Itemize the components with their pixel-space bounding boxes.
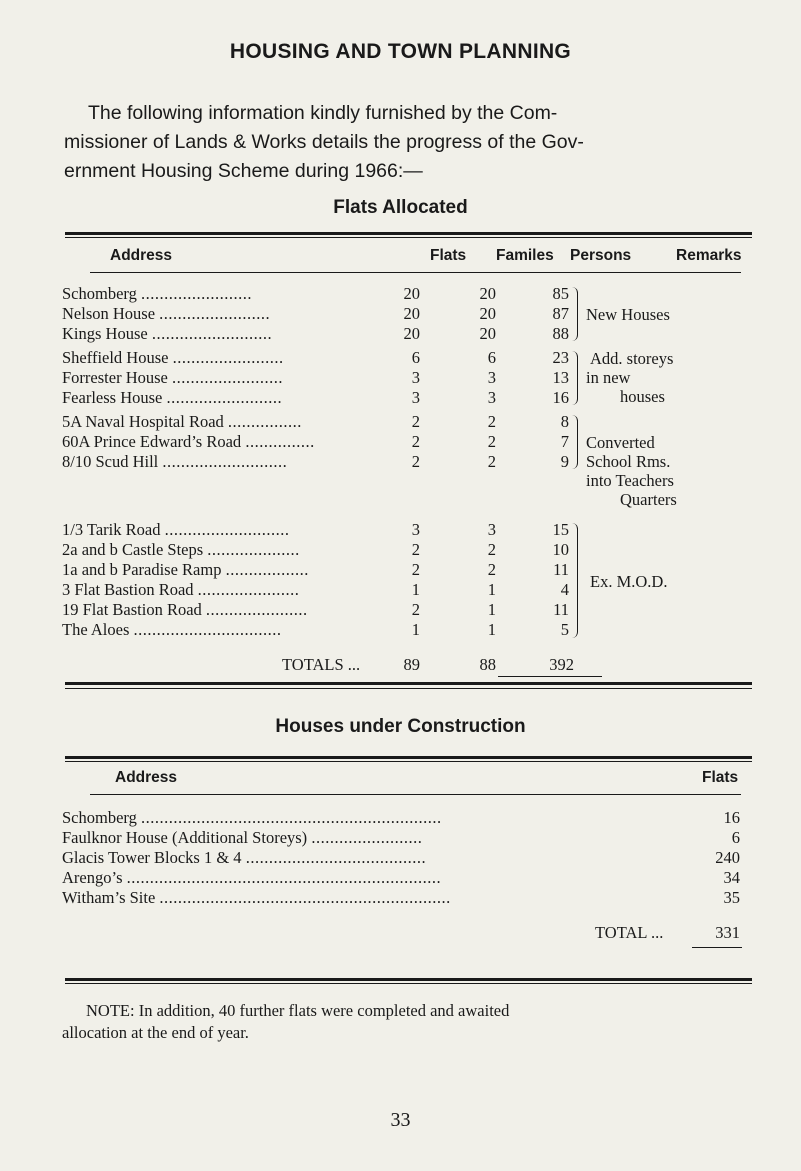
total-label: TOTAL ... <box>595 923 664 942</box>
header-rule <box>90 272 741 273</box>
row-address: The Aloes <box>62 620 130 639</box>
cell-persons: 87 <box>552 304 569 323</box>
cell-flats: 2 <box>411 452 420 471</box>
leader-dots: ........................ <box>172 348 284 367</box>
table-row <box>62 560 309 580</box>
row-address: 60A Prince Edward’s Road <box>62 432 242 451</box>
group-remark <box>590 572 667 591</box>
col-header-flats: Flats <box>430 247 467 264</box>
row-address: Nelson House <box>62 304 156 323</box>
cell-families: 3 <box>487 388 496 407</box>
leader-dots: ............................................................... <box>159 888 451 907</box>
row-address: 3 Flat Bastion Road <box>62 580 194 599</box>
leader-dots: ........................ <box>140 284 252 303</box>
leader-dots: ......................... <box>166 388 283 407</box>
cell-flats: 35 <box>723 888 740 907</box>
cell-flats: 20 <box>403 304 420 323</box>
row-address: Witham’s Site <box>62 888 156 907</box>
group-brace <box>572 523 578 638</box>
remark-line: houses <box>620 387 665 406</box>
intro-line: missioner of Lands & Works details the progress of the Gov- <box>64 131 584 153</box>
table-row <box>62 368 283 388</box>
row-address: Schomberg <box>62 284 137 303</box>
table-row <box>62 620 282 640</box>
table-row <box>62 600 308 620</box>
cell-flats: 2 <box>411 412 420 431</box>
construction-bottom-rule-thin <box>65 983 752 984</box>
remark-line: School Rms. <box>586 452 671 471</box>
leader-dots: ........................... <box>164 520 290 539</box>
cell-persons: 9 <box>560 452 569 471</box>
cell-families: 6 <box>487 348 496 367</box>
cell-flats: 2 <box>411 540 420 559</box>
row-address: 5A Naval Hospital Road <box>62 412 224 431</box>
leader-dots: ................................................................. <box>140 808 442 827</box>
leader-dots: ................................ <box>133 620 282 639</box>
remark-line: Add. storeys <box>590 349 674 368</box>
total-flats: 89 <box>403 655 420 674</box>
leader-dots: ............... <box>245 432 315 451</box>
cell-persons: 15 <box>552 520 569 539</box>
totals-underline <box>498 676 602 677</box>
cell-families: 2 <box>487 452 496 471</box>
table-row <box>62 412 302 432</box>
cell-persons: 88 <box>552 324 569 343</box>
table-row <box>62 304 270 324</box>
total-flats: 331 <box>715 923 740 942</box>
col-header-remarks: Remarks <box>676 247 742 264</box>
row-address: Glacis Tower Blocks 1 & 4 <box>62 848 242 867</box>
cell-families: 3 <box>487 520 496 539</box>
col-header-flats: Flats <box>702 769 739 786</box>
cell-families: 2 <box>487 540 496 559</box>
cell-flats: 1 <box>411 620 420 639</box>
cell-flats: 20 <box>403 284 420 303</box>
table-row <box>62 888 451 908</box>
group-brace <box>572 351 578 405</box>
table-row <box>62 452 287 472</box>
table-row <box>62 432 315 452</box>
leader-dots: ................ <box>227 412 302 431</box>
cell-persons: 10 <box>552 540 569 559</box>
cell-families: 2 <box>487 432 496 451</box>
cell-flats: 1 <box>411 580 420 599</box>
cell-flats: 3 <box>411 520 420 539</box>
row-address: Faulknor House (Additional Storeys) <box>62 828 308 847</box>
table-top-rule-thin <box>65 237 752 238</box>
footnote <box>62 1000 762 1044</box>
leader-dots: .................... <box>207 540 300 559</box>
leader-dots: .................................................................... <box>126 868 442 887</box>
total-underline <box>692 947 742 948</box>
group-remark <box>586 349 752 406</box>
footnote-line: allocation at the end of year. <box>62 1023 249 1042</box>
cell-flats: 240 <box>715 848 740 867</box>
footnote-line: NOTE: In addition, 40 further flats were completed and awaited <box>86 1001 510 1020</box>
intro-paragraph <box>64 99 764 186</box>
cell-flats: 3 <box>411 388 420 407</box>
table-row <box>62 848 426 868</box>
leader-dots: .................. <box>225 560 309 579</box>
cell-families: 2 <box>487 412 496 431</box>
flats-allocated-heading: Flats Allocated <box>333 197 468 218</box>
leader-dots: ........................ <box>159 304 271 323</box>
table-top-rule <box>65 232 752 235</box>
cell-flats: 20 <box>403 324 420 343</box>
page-title: HOUSING AND TOWN PLANNING <box>229 40 572 63</box>
cell-persons: 11 <box>553 560 569 579</box>
page-number: 33 <box>390 1109 411 1131</box>
cell-flats: 16 <box>723 808 740 827</box>
table-row <box>62 808 442 828</box>
row-address: Forrester House <box>62 368 168 387</box>
cell-families: 1 <box>487 600 496 619</box>
cell-persons: 16 <box>552 388 569 407</box>
construction-top-rule-thin <box>65 761 752 762</box>
construction-top-rule <box>65 756 752 759</box>
cell-families: 20 <box>479 284 496 303</box>
row-address: 8/10 Scud Hill <box>62 452 159 471</box>
row-address: Fearless House <box>62 388 163 407</box>
table-row <box>62 284 252 304</box>
leader-dots: ........................... <box>162 452 288 471</box>
col-header-families: Familes <box>496 247 554 264</box>
intro-line: The following information kindly furnished by the Com- <box>88 102 558 124</box>
row-address: Sheffield House <box>62 348 169 367</box>
leader-dots: ...................... <box>205 600 308 619</box>
cell-families: 20 <box>479 324 496 343</box>
cell-flats: 2 <box>411 560 420 579</box>
table-row <box>62 540 300 560</box>
table-row <box>62 348 284 368</box>
construction-bottom-rule <box>65 978 752 981</box>
row-address: Arengo’s <box>62 868 123 887</box>
table-row <box>62 520 289 540</box>
group-remark <box>586 305 670 324</box>
cell-flats: 2 <box>411 432 420 451</box>
leader-dots: ........................ <box>311 828 423 847</box>
cell-families: 20 <box>479 304 496 323</box>
table-row <box>62 580 299 600</box>
remark-line: New Houses <box>586 305 670 324</box>
table-bottom-rule <box>65 682 752 685</box>
cell-persons: 11 <box>553 600 569 619</box>
construction-heading: Houses under Construction <box>275 716 526 737</box>
cell-persons: 5 <box>560 620 569 639</box>
cell-flats: 34 <box>723 868 740 887</box>
row-address: 19 Flat Bastion Road <box>62 600 202 619</box>
totals-label: TOTALS ... <box>282 655 361 674</box>
cell-families: 1 <box>487 580 496 599</box>
cell-persons: 23 <box>552 348 569 367</box>
leader-dots: ........................ <box>171 368 283 387</box>
leader-dots: ....................................... <box>245 848 427 867</box>
total-families: 88 <box>479 655 496 674</box>
col-header-address: Address <box>110 247 173 264</box>
cell-persons: 8 <box>560 412 569 431</box>
col-header-persons: Persons <box>570 247 632 264</box>
total-persons: 392 <box>549 655 574 674</box>
remark-line: Converted <box>586 433 655 452</box>
cell-persons: 7 <box>560 432 569 451</box>
remark-line: Ex. M.O.D. <box>590 572 668 591</box>
cell-flats: 6 <box>411 348 420 367</box>
table-row <box>62 324 272 344</box>
table-row <box>62 388 282 408</box>
row-address: Kings House <box>62 324 148 343</box>
cell-families: 1 <box>487 620 496 639</box>
leader-dots: .......................... <box>151 324 273 343</box>
table-bottom-rule-thin <box>65 688 752 689</box>
cell-persons: 85 <box>552 284 569 303</box>
group-remark <box>586 433 752 509</box>
table-row <box>62 828 422 848</box>
leader-dots: ...................... <box>197 580 300 599</box>
row-address: 1/3 Tarik Road <box>62 520 161 539</box>
cell-families: 2 <box>487 560 496 579</box>
cell-flats: 2 <box>411 600 420 619</box>
cell-persons: 13 <box>552 368 569 387</box>
remark-line: into Teachers <box>586 471 674 490</box>
construction-header-rule <box>90 794 741 795</box>
intro-line: ernment Housing Scheme during 1966:— <box>64 160 423 182</box>
group-brace <box>572 287 578 341</box>
row-address: 2a and b Castle Steps <box>62 540 204 559</box>
cell-flats: 3 <box>411 368 420 387</box>
row-address: Schomberg <box>62 808 137 827</box>
table-row <box>62 868 441 888</box>
cell-families: 3 <box>487 368 496 387</box>
cell-flats: 6 <box>731 828 740 847</box>
col-header-address: Address <box>115 769 178 786</box>
remark-line: Quarters <box>620 490 677 509</box>
row-address: 1a and b Paradise Ramp <box>62 560 222 579</box>
remark-line: in new <box>586 368 631 387</box>
cell-persons: 4 <box>560 580 569 599</box>
group-brace <box>572 415 578 469</box>
